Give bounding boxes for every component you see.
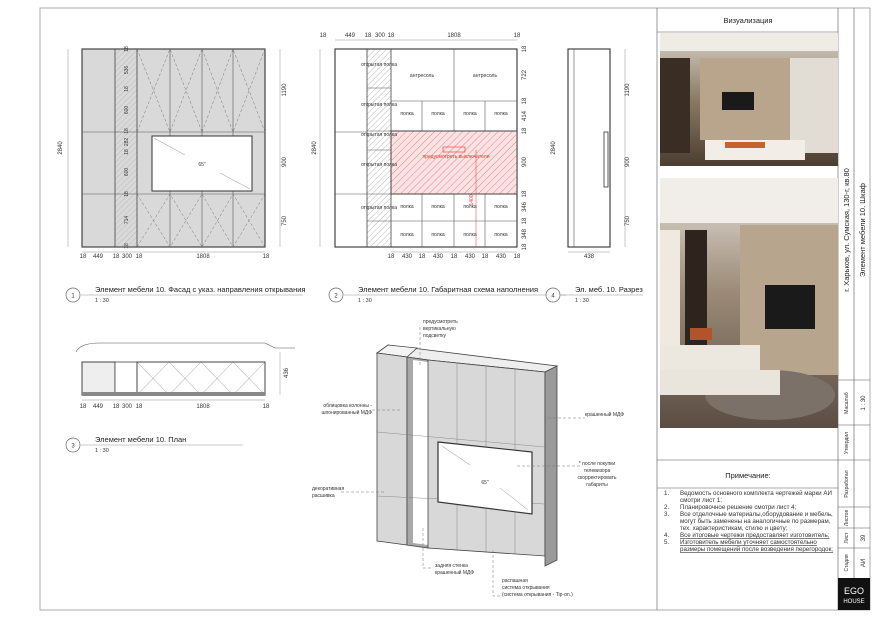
dimension: 1808	[447, 33, 461, 39]
dimension: 18	[522, 45, 528, 53]
callout-label: крашенный МДФ	[435, 570, 475, 576]
callout-label: крашенный МДФ	[585, 412, 625, 418]
shelf-label: полка	[494, 111, 508, 117]
dimension: 18	[418, 254, 426, 260]
section-drawing	[551, 49, 631, 260]
notes-list	[664, 490, 833, 553]
view-title: Эл. меб. 10. Разрез	[575, 285, 643, 294]
ego-house-logo	[838, 578, 870, 610]
view-scale: 1 : 30	[95, 298, 109, 304]
dimension: 18	[124, 149, 130, 155]
notes-title: Примечание:	[725, 471, 771, 480]
dimension: 18	[319, 33, 327, 39]
callout-label: вертикальную	[423, 326, 456, 332]
open-shelf-label: открытая полка	[360, 102, 398, 108]
shelf-label: полка	[463, 232, 477, 238]
dimension: 2840	[58, 141, 64, 155]
dimension: 1190	[625, 83, 631, 97]
stage-value: АИ	[861, 558, 867, 568]
iso-tv-label: 65"	[481, 480, 489, 486]
dimension: 714	[124, 215, 130, 225]
dimension: 18	[522, 217, 528, 225]
dimension: 900	[282, 156, 288, 168]
stage-label: Стадия	[844, 554, 850, 572]
shelf-label: полка	[400, 232, 414, 238]
dimension: 18	[262, 404, 270, 410]
dimension: 18	[124, 191, 130, 197]
address: г. Харьков, ул. Сумская, 130-г, кв.80	[842, 168, 851, 292]
dimension: 449	[92, 254, 104, 260]
shelf-label: полка	[400, 111, 414, 117]
dimension: 18	[387, 33, 395, 39]
dimension: 18	[522, 97, 528, 105]
dimension: 449	[92, 404, 104, 410]
antresol-label: антресоль	[472, 73, 498, 79]
dimension: 18	[135, 404, 143, 410]
view-number: 2	[334, 293, 338, 300]
dimension: 430	[464, 254, 476, 260]
note-line: Все отделочные материалы,оборудование и мебель,	[680, 511, 833, 518]
dimension: 430	[432, 254, 444, 260]
open-shelf-label: открытая полка	[360, 132, 398, 138]
callout-label: система открывания	[502, 585, 550, 591]
dimension: 18	[79, 404, 87, 410]
callout-label: (система открывания - Tip-on.)	[502, 592, 573, 598]
dimension: 18	[124, 86, 130, 92]
dimension: 348	[522, 228, 528, 240]
note-line: размеры помещений после возведения перегородок;	[680, 546, 834, 553]
dimension: 18	[79, 254, 87, 260]
open-shelf-label: открытая полка	[360, 62, 398, 68]
dimension: 282	[124, 137, 130, 147]
callout-label: габариты	[586, 482, 608, 488]
dimension: 18	[522, 127, 528, 135]
logo-text: EGO	[843, 586, 865, 596]
dimension: 900	[522, 156, 528, 168]
sheets-label: Листов	[844, 509, 850, 527]
callout-label: подсветку	[423, 333, 447, 339]
shelf-label: полка	[431, 111, 445, 117]
antresol-label: антресоль	[409, 73, 435, 79]
dimension: 750	[282, 215, 288, 227]
callout-label: * после покупки	[578, 461, 616, 467]
dimension: 18	[387, 254, 395, 260]
shelf-label: полка	[400, 204, 414, 210]
tv-image	[765, 285, 815, 329]
developed-label: Разработал	[844, 470, 850, 498]
view-title: Элемент мебели 10. Габаритная схема наполнения	[358, 285, 539, 294]
view-number: 4	[551, 293, 555, 300]
logo-text: HOUSE	[843, 599, 865, 605]
dimension: 1808	[196, 254, 210, 260]
callout-label: облицовка колонны -	[323, 403, 372, 409]
scale-label: Масштаб	[844, 392, 850, 414]
dimension: 414	[522, 110, 528, 122]
dimension: 1190	[282, 83, 288, 97]
note-line: Планировочное решение смотри лист 4;	[680, 504, 797, 511]
callout-label: расшивка	[312, 493, 335, 499]
note-line: Все итоговые чертежи предоставляет изготовитель;	[680, 532, 830, 539]
dimension: 18	[124, 128, 130, 134]
view-scale: 1 : 30	[575, 298, 589, 304]
dimension: 449	[344, 33, 356, 39]
shelf-label: полка	[494, 204, 508, 210]
dimension: 18	[522, 190, 528, 198]
facade-drawing	[68, 49, 280, 252]
section-height: 2840	[551, 141, 557, 155]
dimension: 18	[513, 33, 521, 39]
section-depth: 438	[583, 254, 595, 260]
dimension: 300	[121, 404, 133, 410]
dimension: 600	[124, 167, 130, 177]
dimension: 18	[112, 404, 120, 410]
note-number: 2.	[664, 504, 670, 511]
red-note: предусмотреть выключатели	[422, 154, 490, 160]
dimension: 2840	[312, 141, 318, 155]
shelf-label: полка	[494, 232, 508, 238]
view-scale: 1 : 30	[358, 298, 372, 304]
callout-label: телевизора	[583, 468, 611, 474]
open-shelf-label: открытая полка	[360, 205, 398, 211]
dimension: 900	[625, 156, 631, 168]
note-number: 5.	[664, 539, 670, 546]
view-number: 3	[71, 443, 75, 450]
note-line: тех. характеристикам, стилю и цвету;	[680, 525, 788, 532]
shelf-label: полка	[431, 232, 445, 238]
dimension: 750	[625, 215, 631, 227]
dimension: 600	[124, 105, 130, 115]
dimension: 300	[121, 254, 133, 260]
note-line: смотри лист 1;	[680, 497, 722, 504]
dimension: 18	[124, 243, 130, 249]
dimension: 18	[450, 254, 458, 260]
note-number: 1.	[664, 490, 670, 497]
open-shelf-label: открытая полка	[360, 162, 398, 168]
mark-height: 1400	[469, 194, 475, 206]
view-number: 1	[71, 293, 75, 300]
sheet-number: 39	[861, 534, 867, 542]
sheet-label: Лист	[844, 532, 850, 544]
render-photo-1	[660, 33, 838, 166]
note-number: 3.	[664, 511, 670, 518]
note-line: Изготовитель мебели уточняет самостоятельно	[680, 539, 817, 546]
note-number: 4.	[664, 532, 670, 539]
callout-label: скорректировать	[577, 475, 617, 481]
view-title: Элемент мебели 10. План	[95, 435, 187, 444]
tv-image	[722, 92, 754, 110]
dimension: 18	[124, 46, 130, 52]
view-title: Элемент мебели 10. Фасад с указ. направления открывания	[95, 285, 306, 294]
dimension: 346	[522, 201, 528, 213]
dimension: 18	[522, 243, 528, 251]
scale-value: 1 : 30	[861, 395, 867, 411]
dimension: 18	[112, 254, 120, 260]
render-photo-2	[660, 178, 838, 428]
dimension: 1808	[196, 404, 210, 410]
dimension: 722	[522, 69, 528, 81]
callout-label: распашная	[502, 578, 528, 584]
sheet-name: Элемент мебели 10. Шкаф	[858, 183, 867, 277]
dimension: 18	[364, 33, 372, 39]
callout-label: шпонированный МДФ	[321, 410, 372, 416]
view-scale: 1 : 30	[95, 448, 109, 454]
approved-label: Утвердил	[844, 431, 850, 455]
visualization-title: Визуализация	[723, 16, 773, 25]
note-line: могут быть заменены на аналогичные по размерам,	[680, 518, 831, 525]
dimension: 430	[495, 254, 507, 260]
plan-drawing	[76, 343, 295, 400]
callout-label: декоративная	[312, 486, 345, 492]
dimension: 18	[135, 254, 143, 260]
dimension: 18	[481, 254, 489, 260]
note-line: Ведомость основного комплекта чертежей марки АИ	[680, 490, 832, 497]
dimension: 536	[124, 65, 130, 75]
shelf-label: полка	[431, 204, 445, 210]
dimension: 18	[513, 254, 521, 260]
shelf-label: полка	[463, 111, 477, 117]
shelf-label: полка	[463, 204, 477, 210]
dimension: 18	[262, 254, 270, 260]
dimension: 300	[374, 33, 386, 39]
plan-depth: 436	[284, 367, 290, 379]
dimension: 430	[401, 254, 413, 260]
filling-scheme-drawing	[320, 40, 517, 252]
tv-size-label: 65"	[198, 162, 206, 168]
callout-label: предусмотреть	[423, 319, 458, 325]
callout-label: задняя стенка	[435, 563, 468, 569]
isometric-view	[312, 319, 624, 598]
